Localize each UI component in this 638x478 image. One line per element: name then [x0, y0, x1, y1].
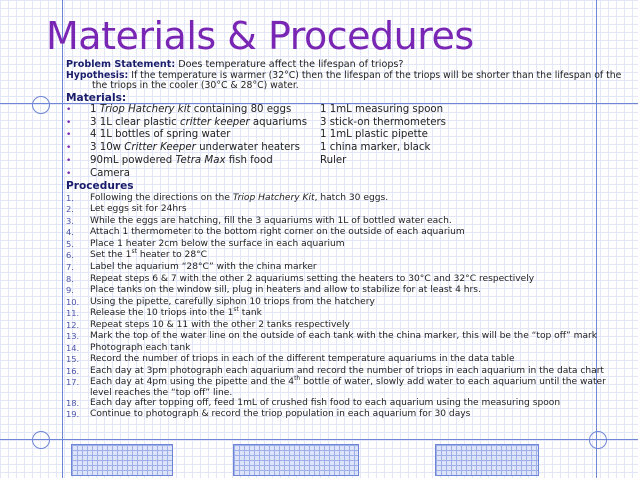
procedures-list — [66, 193, 628, 421]
step-text — [90, 274, 628, 286]
step-text-part: Record the number of triops in each of the different temperature aquariums in the data table — [90, 354, 515, 365]
step-text — [90, 377, 628, 397]
hypothesis-text: If the temperature is warmer (32°C) then the lifespan of the triops will be shorter than the lifespan of the the triops in the cooler (30°C & 28°C) water. — [92, 69, 622, 91]
material-text-post: fish food — [225, 154, 273, 166]
material-right: 1 1mL measuring spoon — [320, 104, 444, 115]
material-left — [90, 155, 320, 168]
step-number: 4. — [66, 227, 74, 238]
procedure-step — [66, 274, 628, 286]
procedure-step — [66, 262, 628, 274]
procedure-step — [66, 204, 628, 216]
step-text — [90, 398, 628, 410]
material-right: 1 1mL plastic pipette — [320, 129, 428, 141]
step-text-superscript: st — [233, 306, 239, 314]
grid-block-right — [435, 444, 539, 476]
step-number: 5. — [66, 238, 74, 249]
material-text-post: aquariums — [249, 116, 308, 128]
procedure-step — [66, 297, 628, 309]
material-left — [90, 168, 320, 181]
step-text-emphasis: Triop Hatchery Kit — [232, 192, 315, 203]
step-text-post: , hatch 30 eggs. — [314, 192, 389, 203]
circle-top-left-icon — [32, 96, 50, 114]
step-text-part: Photograph each tank — [90, 342, 191, 353]
step-text — [90, 409, 628, 421]
material-text: Camera — [90, 167, 130, 179]
step-text — [90, 320, 628, 332]
step-text-part: Repeat steps 10 & 11 with the other 2 tanks respectively — [90, 319, 350, 330]
frame-line-bottom — [0, 439, 638, 440]
step-text — [90, 193, 628, 205]
step-number: 13. — [66, 331, 80, 342]
material-item — [66, 142, 628, 155]
bullet-icon: • — [66, 155, 72, 166]
step-text — [90, 354, 628, 366]
step-number: 19. — [66, 409, 80, 420]
step-text-part: Label the aquarium “28°C” with the china marker — [90, 262, 317, 272]
bullet-icon: • — [66, 143, 72, 154]
step-text — [90, 343, 628, 355]
grid-block-middle — [233, 444, 359, 476]
step-number: 3. — [66, 215, 74, 226]
step-number: 1. — [66, 192, 74, 203]
step-number: 2. — [66, 204, 74, 215]
step-number: 10. — [66, 296, 80, 307]
grid-block-left — [71, 444, 173, 476]
step-number: 15. — [66, 354, 80, 365]
step-text-part: While the eggs are hatching, fill the 3 aquariums with 1L of bottled water each. — [90, 215, 452, 226]
material-item — [66, 104, 628, 117]
material-text: 3 10w — [90, 142, 125, 154]
material-left — [90, 142, 320, 155]
procedure-step — [66, 193, 628, 205]
procedure-step — [66, 377, 628, 397]
material-left — [90, 129, 320, 142]
material-text-post: containing 80 eggs — [190, 104, 292, 115]
material-left — [90, 117, 320, 130]
step-text-part: Set the 1 — [90, 250, 132, 261]
bullet-icon: • — [66, 105, 72, 115]
step-text-superscript: st — [131, 248, 137, 256]
material-text-post: underwater heaters — [195, 142, 300, 154]
material-text: 4 1L bottles of spring water — [90, 129, 231, 141]
procedure-step — [66, 331, 628, 343]
step-text-part: Each day after topping off, feed 1mL of crushed fish food to each aquarium using the measuring spoon — [90, 397, 561, 408]
procedure-step — [66, 250, 628, 262]
step-text — [90, 297, 628, 309]
step-text — [90, 308, 628, 320]
materials-list — [66, 104, 628, 180]
step-text-part: Mark the top of the water line on the outside of each tank with the china marker, this will be the “top off” mark — [90, 331, 598, 342]
step-text-post: bottle of water, slowly add water to each aquarium until the water level reaches the “top off” line. — [90, 377, 606, 398]
step-text — [90, 239, 628, 251]
step-text — [90, 250, 628, 262]
bullet-icon: • — [66, 168, 72, 179]
material-item — [66, 168, 628, 181]
frame-line-left — [62, 0, 63, 478]
procedure-step — [66, 227, 628, 239]
procedure-step — [66, 285, 628, 297]
step-text — [90, 366, 628, 378]
step-text-part: Each day at 4pm using the pipette and the 4 — [90, 377, 295, 388]
step-text-superscript: th — [294, 375, 301, 383]
step-number: 7. — [66, 262, 74, 272]
step-text-part: Place tanks on the window sill, plug in heaters and allow to stabilize for at least 4 hrs. — [90, 285, 481, 296]
material-brand: critter keeper — [180, 116, 250, 128]
step-number: 14. — [66, 342, 80, 353]
step-text-post: tank — [238, 308, 262, 319]
step-text — [90, 285, 628, 297]
procedure-step — [66, 343, 628, 355]
procedure-step — [66, 409, 628, 421]
step-text-post: heater to 28°C — [136, 250, 208, 261]
slide-title: Materials & Procedures — [46, 14, 474, 58]
step-text — [90, 204, 628, 216]
material-brand: Triop Hatchery kit — [99, 104, 191, 115]
material-item — [66, 117, 628, 130]
procedure-step — [66, 239, 628, 251]
problem-text: Does temperature affect the lifespan of triops? — [178, 59, 404, 70]
procedure-step — [66, 366, 628, 378]
circle-bottom-right-icon — [589, 431, 607, 449]
procedure-step — [66, 354, 628, 366]
material-item — [66, 129, 628, 142]
materials-heading: Materials: — [66, 91, 127, 104]
material-brand: Tetra Max — [175, 154, 226, 166]
step-number: 8. — [66, 273, 74, 284]
step-text-part: Release the 10 triops into the 1 — [90, 308, 234, 319]
material-item — [66, 155, 628, 168]
step-text — [90, 262, 628, 274]
step-number: 6. — [66, 250, 74, 261]
step-number: 11. — [66, 308, 80, 319]
step-number: 17. — [66, 377, 80, 388]
material-right: Ruler — [320, 154, 347, 166]
material-text: 3 1L clear plastic — [90, 116, 180, 128]
procedures-heading: Procedures — [66, 180, 134, 193]
bullet-icon: • — [66, 130, 72, 141]
step-text-part: Place 1 heater 2cm below the surface in each aquarium — [90, 238, 345, 249]
procedure-step — [66, 320, 628, 332]
slide-content — [66, 59, 628, 421]
step-text — [90, 331, 628, 343]
procedure-step — [66, 308, 628, 320]
material-right: 1 china marker, black — [320, 142, 431, 154]
step-text — [90, 216, 628, 228]
step-text-part: Continue to photograph & record the triop population in each aquarium for 30 days — [90, 409, 471, 420]
step-text-part: Let eggs sit for 24hrs — [90, 204, 187, 215]
material-left — [90, 104, 320, 117]
step-number: 18. — [66, 397, 80, 408]
hypothesis-label: Hypothesis: — [66, 69, 129, 81]
bullet-icon: • — [66, 117, 72, 128]
material-brand: Critter Keeper — [124, 142, 196, 154]
step-text-part: Each day at 3pm photograph each aquarium and record the number of triops in each aquarium in the data chart — [90, 365, 605, 376]
material-text: 90mL powdered — [90, 154, 176, 166]
step-text-part: Attach 1 thermometer to the bottom right corner on the outside of each aquarium — [90, 227, 465, 238]
material-text: 1 — [90, 104, 100, 115]
step-number: 12. — [66, 319, 80, 330]
circle-bottom-left-icon — [32, 431, 50, 449]
procedure-step — [66, 398, 628, 410]
procedure-step — [66, 216, 628, 228]
step-text-part: Using the pipette, carefully siphon 10 triops from the hatchery — [90, 296, 375, 307]
step-text — [90, 227, 628, 239]
step-number: 16. — [66, 365, 80, 376]
material-right: 3 stick-on thermometers — [320, 116, 446, 128]
problem-statement: Problem Statement: Does temperature affect the lifespan of triops? — [66, 59, 404, 70]
step-text-part: Repeat steps 6 & 7 with the other 2 aquariums setting the heaters to 30°C and 32°C respectively — [90, 273, 535, 284]
problem-label: Problem Statement — [66, 59, 172, 70]
hypothesis — [66, 71, 628, 92]
step-number: 9. — [66, 285, 74, 296]
step-text-part: Following the directions on the — [90, 192, 233, 203]
